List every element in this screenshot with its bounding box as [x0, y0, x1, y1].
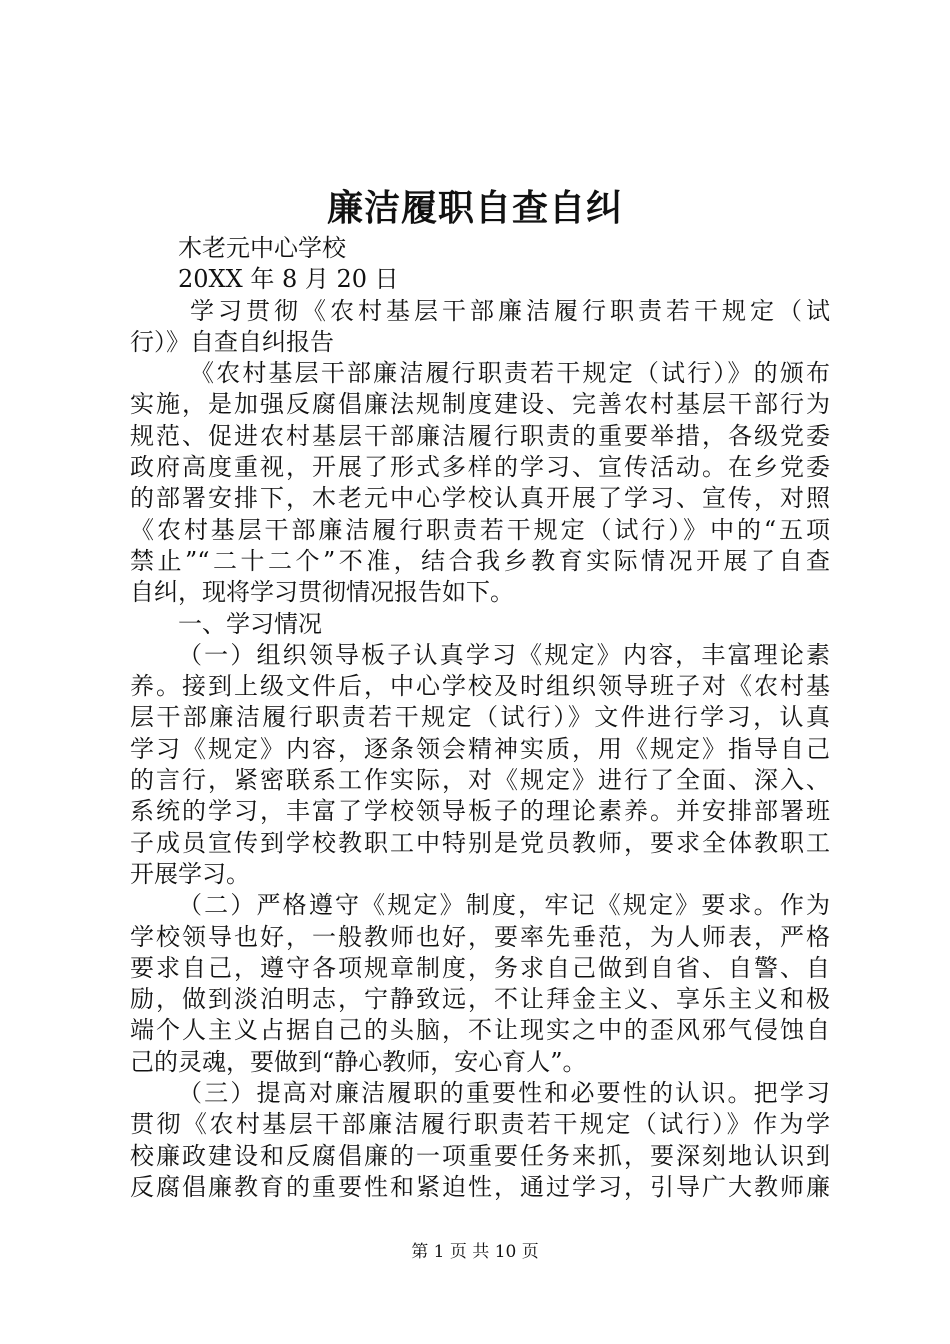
text-line: 养。接到上级文件后，中心学校及时组织领导班子对《农村基 — [130, 672, 830, 701]
text-line: 己的灵魂，要做到“静心教师，安心育人”。 — [130, 1047, 587, 1076]
text-line: 规范、促进农村基层干部廉洁履行职责的重要举措，各级党委 — [130, 421, 830, 450]
text-line: 系统的学习，丰富了学校领导板子的理论素养。并安排部署班 — [130, 797, 830, 826]
text-line: （三）提高对廉洁履职的重要性和必要性的认识。把学习 — [178, 1079, 830, 1108]
text-line: 学习贯彻《农村基层干部廉洁履行职责若干规定（试 — [190, 296, 830, 325]
text-line: 层干部廉洁履行职责若干规定（试行）》文件进行学习，认真 — [130, 703, 830, 732]
document-body — [130, 233, 830, 1203]
text-line: 开展学习。 — [130, 859, 250, 888]
text-line: 行）》自查自纠报告 — [130, 327, 334, 356]
text-line: 励，做到淡泊明志，宁静致远，不让拜金主义、享乐主义和极 — [130, 985, 830, 1014]
text-line: 端个人主义占据自己的头脑，不让现实之中的歪风邪气侵蚀自 — [130, 1016, 830, 1045]
text-line: 一、学习情况 — [178, 609, 322, 638]
text-line: 学习《规定》内容，逐条领会精神实质，用《规定》指导自己 — [130, 734, 830, 763]
text-line: （一）组织领导板子认真学习《规定》内容，丰富理论素 — [178, 640, 830, 669]
text-line: 的部署安排下，木老元中心学校认真开展了学习、宣传，对照 — [130, 484, 830, 513]
document-title: 廉洁履职自查自纠 — [326, 187, 623, 229]
text-line: 政府高度重视，开展了形式多样的学习、宣传活动。在乡党委 — [130, 453, 830, 482]
text-line: 《农村基层干部廉洁履行职责若干规定（试行）》的颁布 — [190, 359, 830, 388]
text-line: 实施，是加强反腐倡廉法规制度建设、完善农村基层干部行为 — [130, 390, 830, 419]
text-line: 木老元中心学校 — [178, 234, 346, 262]
text-line: 的言行，紧密联系工作实际，对《规定》进行了全面、深入、 — [130, 766, 830, 795]
text-line: 学校领导也好，一般教师也好，要率先垂范，为人师表，严格 — [130, 922, 830, 951]
text-line: 自纠，现将学习贯彻情况报告如下。 — [130, 578, 514, 607]
text-line: 禁止”“二十二个”不准，结合我乡教育实际情况开展了自查 — [130, 546, 830, 575]
text-line: 校廉政建设和反腐倡廉的一项重要任务来抓，要深刻地认识到 — [130, 1141, 830, 1170]
text-line: 子成员宣传到学校教职工中特别是党员教师，要求全体教职工 — [130, 828, 830, 857]
page-footer: 第 1 页 共 10 页 — [411, 1242, 539, 1262]
text-line: 20XX 年 8 月 20 日 — [178, 265, 399, 294]
text-line: 《农村基层干部廉洁履行职责若干规定（试行）》中的“五项 — [130, 515, 830, 544]
text-line: 要求自己，遵守各项规章制度，务求自己做到自省、自警、自 — [130, 953, 830, 982]
text-line: 贯彻《农村基层干部廉洁履行职责若干规定（试行）》作为学 — [130, 1110, 830, 1139]
text-line: （二）严格遵守《规定》制度，牢记《规定》要求。作为 — [178, 891, 830, 920]
text-line: 反腐倡廉教育的重要性和紧迫性，通过学习，引导广大教师廉 — [130, 1172, 830, 1201]
